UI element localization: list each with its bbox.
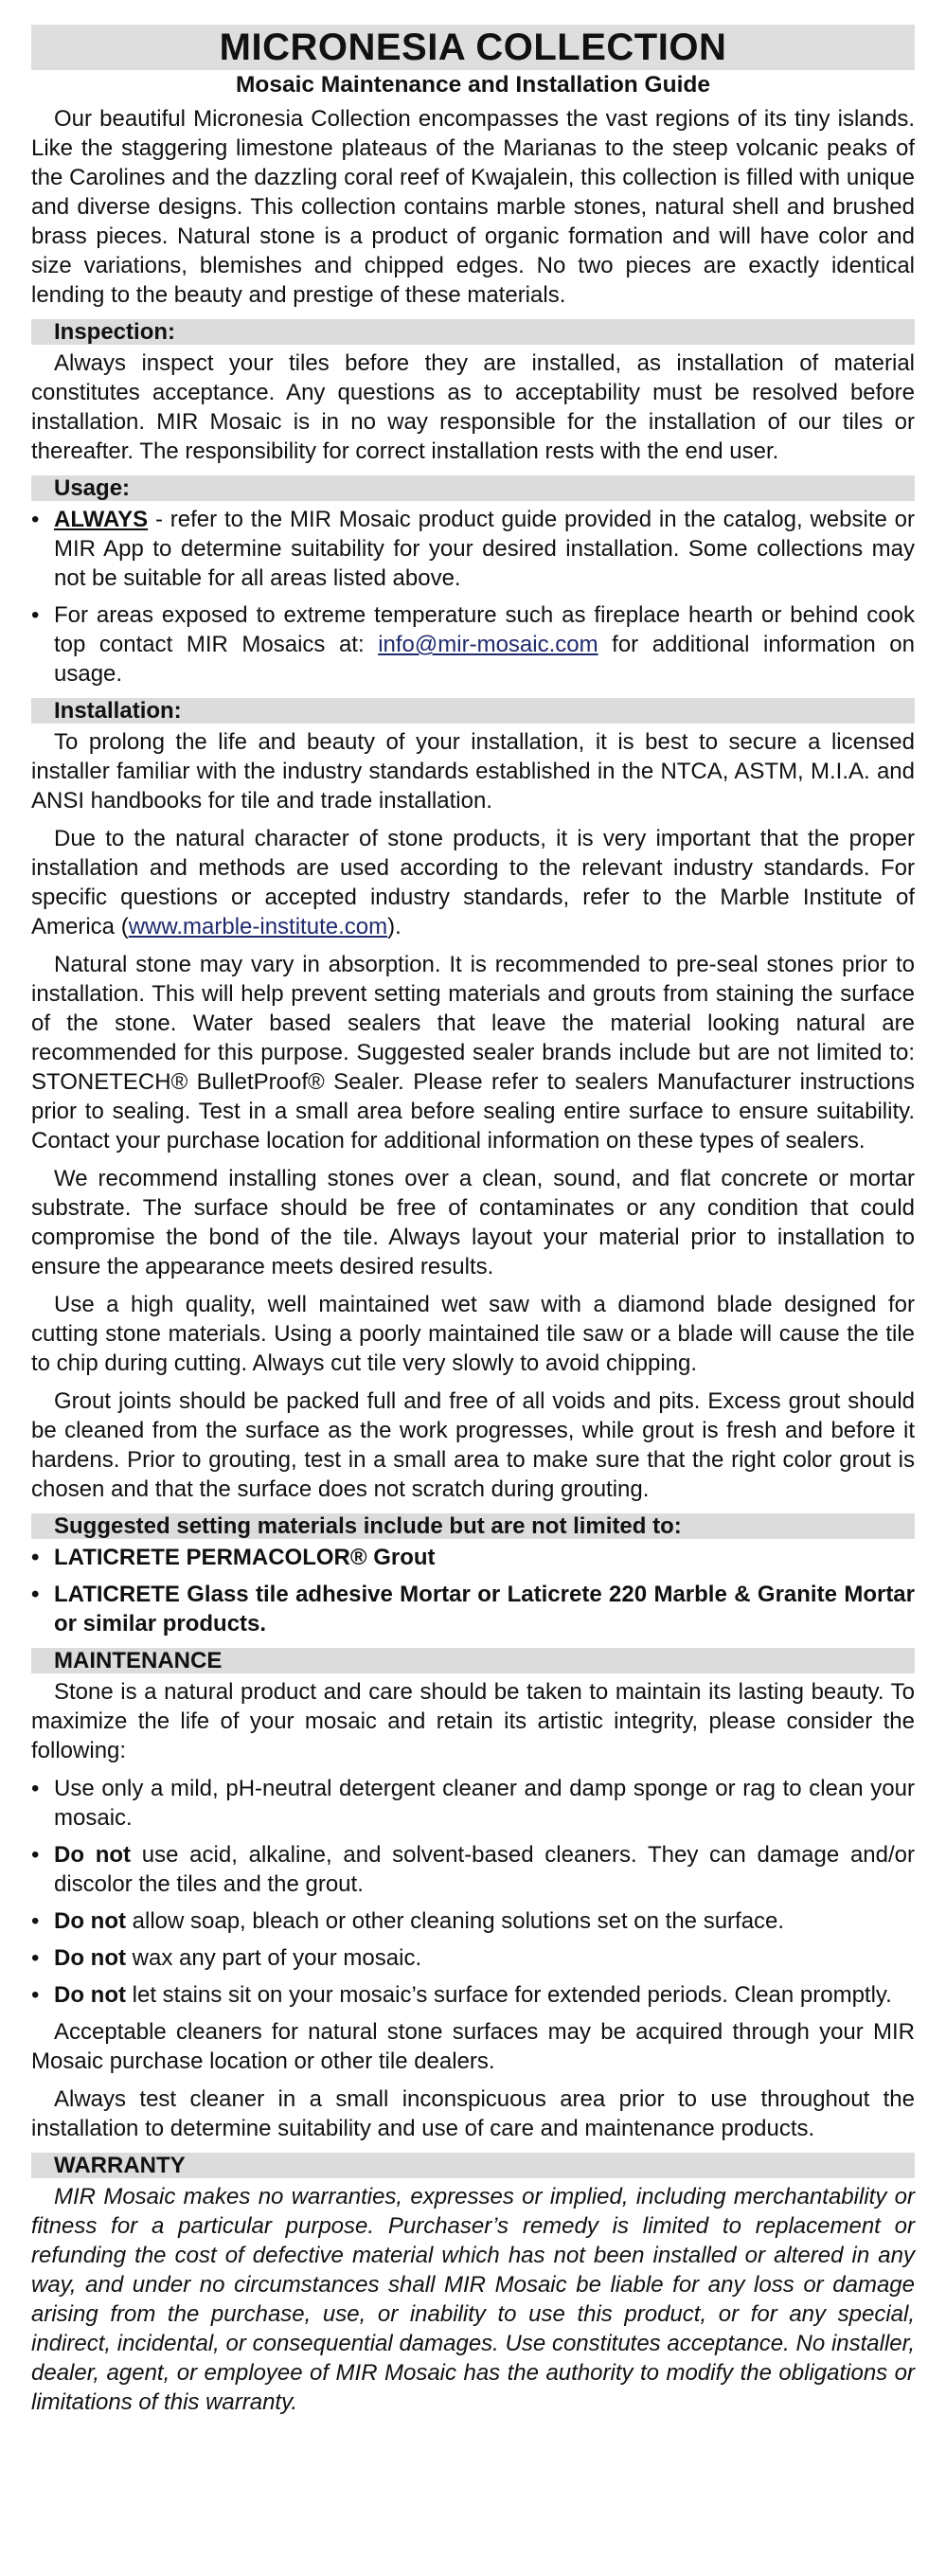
bullet-icon: • — [31, 602, 40, 628]
section-heading-installation: Installation: — [31, 698, 915, 724]
setting-item-text: LATICRETE PERMACOLOR® Grout — [54, 1545, 436, 1570]
warranty-paragraph: MIR Mosaic makes no warranties, expresses or implied, including merchantability or fitness for a particular purpose. Purchaser’s remedy is limited to replacement or refunding the cost of defective material which has not been installed or altered in any way, and under no circumstances shall MIR Mosaic be liable for any loss or damage arising from the purchase, use, or inability to use this product, or for any special, indirect, incidental, or consequential damages. Use constitutes acceptance. No installer, dealer, agent, or employee of MIR Mosaic has the authority to modify the obligations or limitations of this warranty. — [31, 2184, 915, 2415]
usage-list — [31, 505, 915, 689]
maintenance-list — [31, 1774, 915, 2010]
list-item — [31, 1980, 915, 2010]
setting-materials-list — [31, 1543, 915, 1638]
bullet-icon: • — [31, 1776, 40, 1801]
installation-paragraph: Use a high quality, well maintained wet saw with a diamond blade designed for cutting stone materials. Using a poorly maintained tile saw or a blade will cause the tile to chip during cutting. Always cut tile very slowly to avoid chipping. — [31, 1292, 915, 1376]
installation-paragraph — [31, 824, 915, 941]
section-heading-maintenance: MAINTENANCE — [31, 1648, 915, 1673]
maintenance-item-text: wax any part of your mosaic. — [125, 1945, 422, 1971]
do-not-label: Do not — [54, 1842, 132, 1868]
installation-paragraph: We recommend installing stones over a clean, sound, and flat concrete or mortar substrate. The surface should be free of contaminates or any condition that could compromise the bond of the tile. Always layout your material prior to installation to ensure the appearance meets desired results. — [31, 1166, 915, 1279]
bullet-icon: • — [31, 1582, 40, 1607]
maintenance-item-text: allow soap, bleach or other cleaning solutions set on the surface. — [125, 1908, 785, 1934]
do-not-label: Do not — [54, 1908, 126, 1934]
section-heading-inspection: Inspection: — [31, 319, 915, 345]
maintenance-paragraph: Always test cleaner in a small inconspicuous area prior to use throughout the installation to determine suitability and use of care and maintenance products. — [31, 2086, 915, 2141]
maintenance-item-text: Use only a mild, pH-neutral detergent cleaner and damp sponge or rag to clean your mosaic. — [54, 1776, 915, 1831]
inspection-paragraph: Always inspect your tiles before they are installed, as installation of material constitutes acceptance. Any questions as to acceptability must be resolved before installation. MIR Mosaic is in no way responsible for the installation of our tiles or thereafter. The responsibility for correct installation rests with the end user. — [31, 350, 915, 464]
bullet-icon: • — [31, 1945, 40, 1971]
list-item — [31, 1580, 915, 1638]
installation-paragraph: Grout joints should be packed full and free of all voids and pits. Excess grout should be cleaned from the surface as the work progresses, while grout is fresh and before it hardens. Prior to grouting, test in a small area to make sure that the right color grout is chosen and that the surface does not scratch during grouting. — [31, 1388, 915, 1502]
website-link[interactable]: www.marble-institute.com — [128, 914, 388, 939]
usage-item-text: For areas exposed to extreme temperature such as fireplace hearth or behind cook top contact MIR Mosaics at: — [54, 602, 915, 657]
list-item — [31, 1906, 915, 1936]
section-heading-setting-materials: Suggested setting materials include but are not limited to: — [31, 1513, 915, 1539]
section-heading-warranty: WARRANTY — [31, 2153, 915, 2178]
bullet-icon: • — [31, 1908, 40, 1934]
list-item — [31, 1543, 915, 1572]
document-subtitle: Mosaic Maintenance and Installation Guide — [236, 72, 710, 98]
list-item — [31, 505, 915, 593]
document-title: MICRONESIA COLLECTION — [31, 25, 915, 70]
email-link[interactable]: info@mir-mosaic.com — [378, 632, 598, 657]
section-heading-usage: Usage: — [31, 475, 915, 501]
list-item — [31, 600, 915, 689]
bullet-icon: • — [31, 1545, 40, 1570]
list-item — [31, 1943, 915, 1973]
usage-item-text: for additional information on usage. — [54, 632, 915, 687]
installation-paragraph: To prolong the life and beauty of your installation, it is best to secure a licensed installer familiar with the industry standards established in the NTCA, ASTM, M.I.A. and ANSI handbooks for tile and trade installation. — [31, 729, 915, 814]
setting-item-text: LATICRETE Glass tile adhesive Mortar or Laticrete 220 Marble & Granite Mortar or similar products. — [54, 1582, 915, 1637]
bullet-icon: • — [31, 1982, 40, 2008]
always-label: ALWAYS — [54, 507, 149, 532]
list-item — [31, 1774, 915, 1833]
warranty-section — [31, 2182, 915, 2417]
maintenance-item-text: let stains sit on your mosaic’s surface for extended periods. Clean promptly. — [125, 1982, 892, 2008]
do-not-label: Do not — [54, 1945, 126, 1971]
installation-text: ). — [387, 914, 402, 939]
intro-paragraph: Our beautiful Micronesia Collection encompasses the vast regions of its tiny islands. Like the staggering limestone plateaus of the Marianas to the steep volcanic peaks of the Carolines and the dazzling coral reef of Kwajalein, this collection is filled with unique and diverse designs. This collection contains marble stones, natural shell and brushed brass pieces. Natural stone is a product of organic formation and will have color and size variations, blemishes and chipped edges. No two pieces are exactly identical lending to the beauty and prestige of these materials. — [31, 106, 915, 308]
installation-text: Due to the natural character of stone products, it is very important that the proper installation and methods are used according to the relevant industry standards. For specific questions or accepted industry standards, refer to the Marble Institute of America ( — [31, 826, 915, 939]
do-not-label: Do not — [54, 1982, 126, 2008]
list-item — [31, 1840, 915, 1899]
maintenance-paragraph: Stone is a natural product and care should be taken to maintain its lasting beauty. To maximize the life of your mosaic and retain its artistic integrity, please consider the following: — [31, 1679, 915, 1763]
maintenance-item-text: use acid, alkaline, and solvent-based cleaners. They can damage and/or discolor the tiles and the grout. — [54, 1842, 915, 1897]
usage-item-text: - refer to the MIR Mosaic product guide provided in the catalog, website or MIR App to determine suitability for your desired installation. Some collections may not be suitable for all areas listed above. — [54, 507, 915, 591]
bullet-icon: • — [31, 507, 40, 532]
maintenance-paragraph: Acceptable cleaners for natural stone surfaces may be acquired through your MIR Mosaic purchase location or other tile dealers. — [31, 2019, 915, 2074]
installation-paragraph: Natural stone may vary in absorption. It is recommended to pre-seal stones prior to installation. This will help prevent setting materials and grouts from staining the surface of the stone. Water based sealers that leave the material looking natural are recommended for this purpose. Suggested sealer brands include but are not limited to: STONETECH® BulletProof® Sealer. Please refer to sealers Manufacturer instructions prior to sealing. Test in a small area before sealing entire surface to ensure suitability. Contact your purchase location for additional information on these types of sealers. — [31, 952, 915, 1154]
bullet-icon: • — [31, 1842, 40, 1868]
